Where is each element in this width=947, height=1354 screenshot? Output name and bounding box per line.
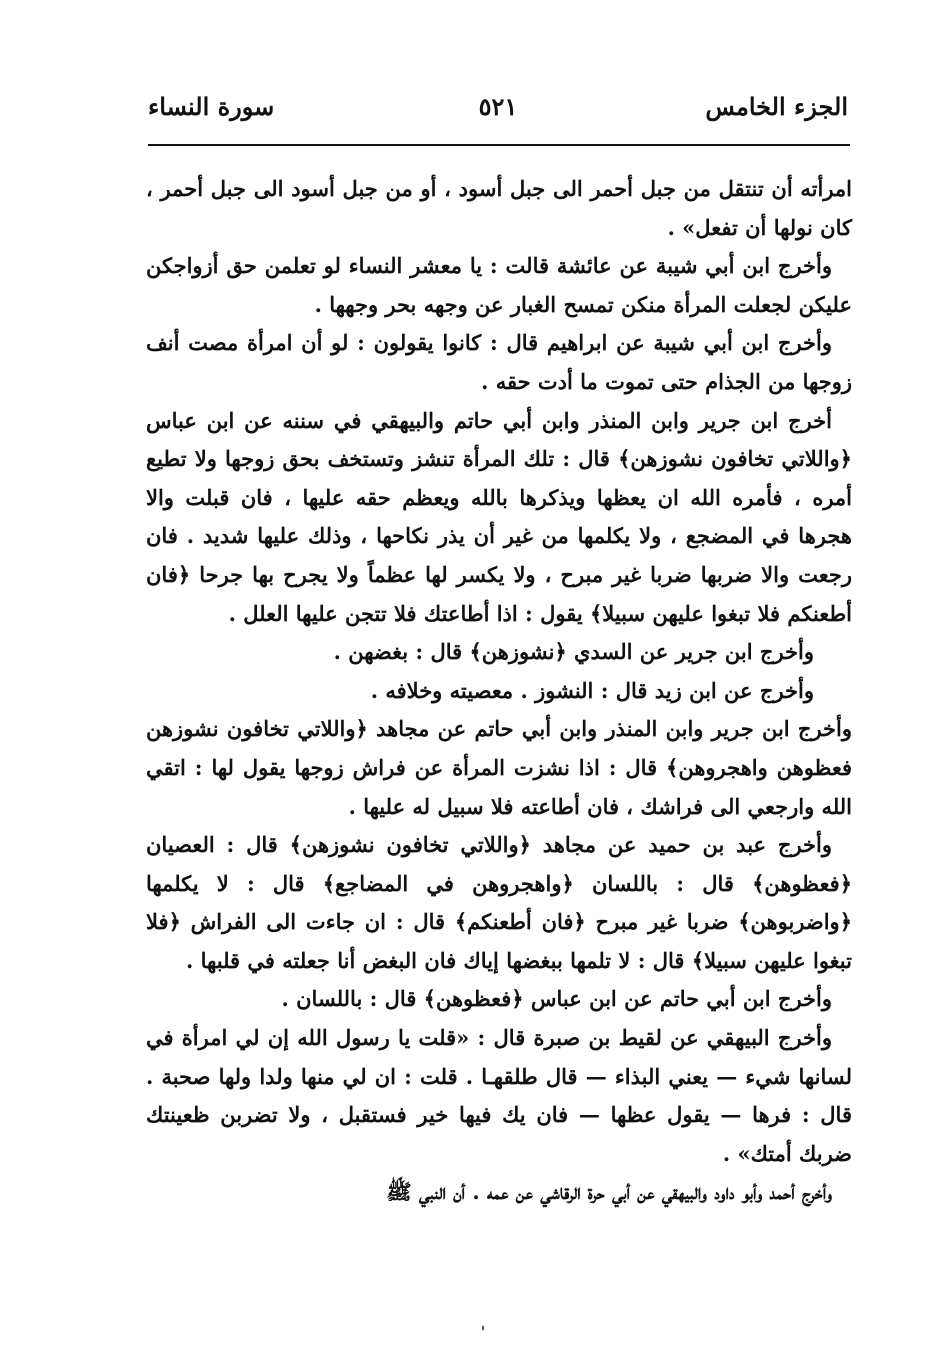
surah-name: سورة النساء: [148, 92, 275, 121]
print-speck: [482, 1326, 484, 1330]
paragraph-ahmad: وأخرج أحمد وأبو داود والبيهقي عن أبي حرة الرقاشي عن عمه . أن النبي ﷺ: [386, 1179, 832, 1205]
paragraph-ibn-abbas: أخرج ابن جرير وابن المنذر وابن أبي حاتم والبيهقي في سننه عن ابن عباس ﴿واللاتي تخافون نشوزهن﴾ قال : تلك المرأة تنشز وتستخف بحق زوجها ولا تطيع أمره ، فأمره الله ان يعظها ويذكرها بالله ويعظم حقه عليها ، فان قبلت والا هجرها في المضجع ، ولا يكلمها من غير أن يذر نكاحها ، وذلك عليها شديد . فان رجعت والا ضربها ضربا غير مبرح ، ولا يكسر لها عظماً ولا يجرح بها جرحا ﴿فان أطعنكم فلا تبغوا عليهن سبيلا﴾ يقول : اذا أطاعتك فلا تتجن عليها العلل .: [146, 407, 852, 626]
paragraph-ibn-zayd: وأخرج عن ابن زيد قال : النشوز . معصيته وخلافه .: [370, 677, 814, 703]
paragraph-laqit: وأخرج البيهقي عن لقيط بن صبرة قال : «قلت يا رسول الله إن لي امرأة في لسانها شيء — يعني البذاء — قال طلقهـا . قلت : ان لي منها ولدا ولها صحبة . قال : فرها — يقول عظها — فان يك فيها خير فستقبل ، ولا تضربن ظعينتك ضربك أمتك» .: [146, 1025, 852, 1166]
paragraph-suddi: وأخرج ابن جرير عن السدي ﴿نشوزهن﴾ قال : بغضهن .: [333, 639, 814, 665]
paragraph-ibn-abi-hatim: وأخرج ابن أبي حاتم عن ابن عباس ﴿فعظوهن﴾ قال : باللسان .: [281, 986, 832, 1012]
paragraph-continuation: امرأته أن تنتقل من جبل أحمر الى جبل أسود ، أو من جبل أسود الى جبل أحمر ، كان نولها أن تفعل» .: [146, 176, 852, 240]
part-label: الجزء الخامس: [705, 92, 848, 121]
header-rule: [148, 144, 850, 146]
paragraph-mujahid: وأخرج ابن جرير وابن المنذر وابن أبي حاتم عن مجاهد ﴿واللاتي تخافون نشوزهن فعظوهن واهجروهن﴾ قال : اذا نشزت المرأة عن فراش زوجها يقول لها : اتقي الله وارجعي الى فراشك ، فان أطاعته فلا سبيل له عليها .: [146, 716, 852, 819]
page-number: ٥٢١: [478, 92, 518, 121]
paragraph-ibrahim: وأخرج ابن أبي شيبة عن ابراهيم قال : كانوا يقولون : لو أن امرأة مصت أنف زوجها من الجذام حتى تموت ما أدت حقه .: [146, 330, 852, 394]
running-header: [148, 88, 848, 132]
paragraph-aisha: وأخرج ابن أبي شيبة عن عائشة قالت : يا معشر النساء لو تعلمن حق أزواجكن عليكن لجعلت المرأة منكن تمسح الغبار عن وجهه بحر وجهها .: [146, 253, 852, 317]
page-body: [146, 170, 852, 1212]
paragraph-abd-ibn-humayd: وأخرج عبد بن حميد عن مجاهد ﴿واللاتي تخافون نشوزهن﴾ قال : العصيان ﴿فعظوهن﴾ قال : باللسان ﴿واهجروهن في المضاجع﴾ قال : لا يكلمها ﴿واضربوهن﴾ ضربا غير مبرح ﴿فان أطعنكم﴾ قال : ان جاءت الى الفراش ﴿فلا تبغوا عليهن سبيلا﴾ قال : لا تلمها ببغضها إياك فان البغض أنا جعلته في قلبها .: [146, 832, 852, 973]
